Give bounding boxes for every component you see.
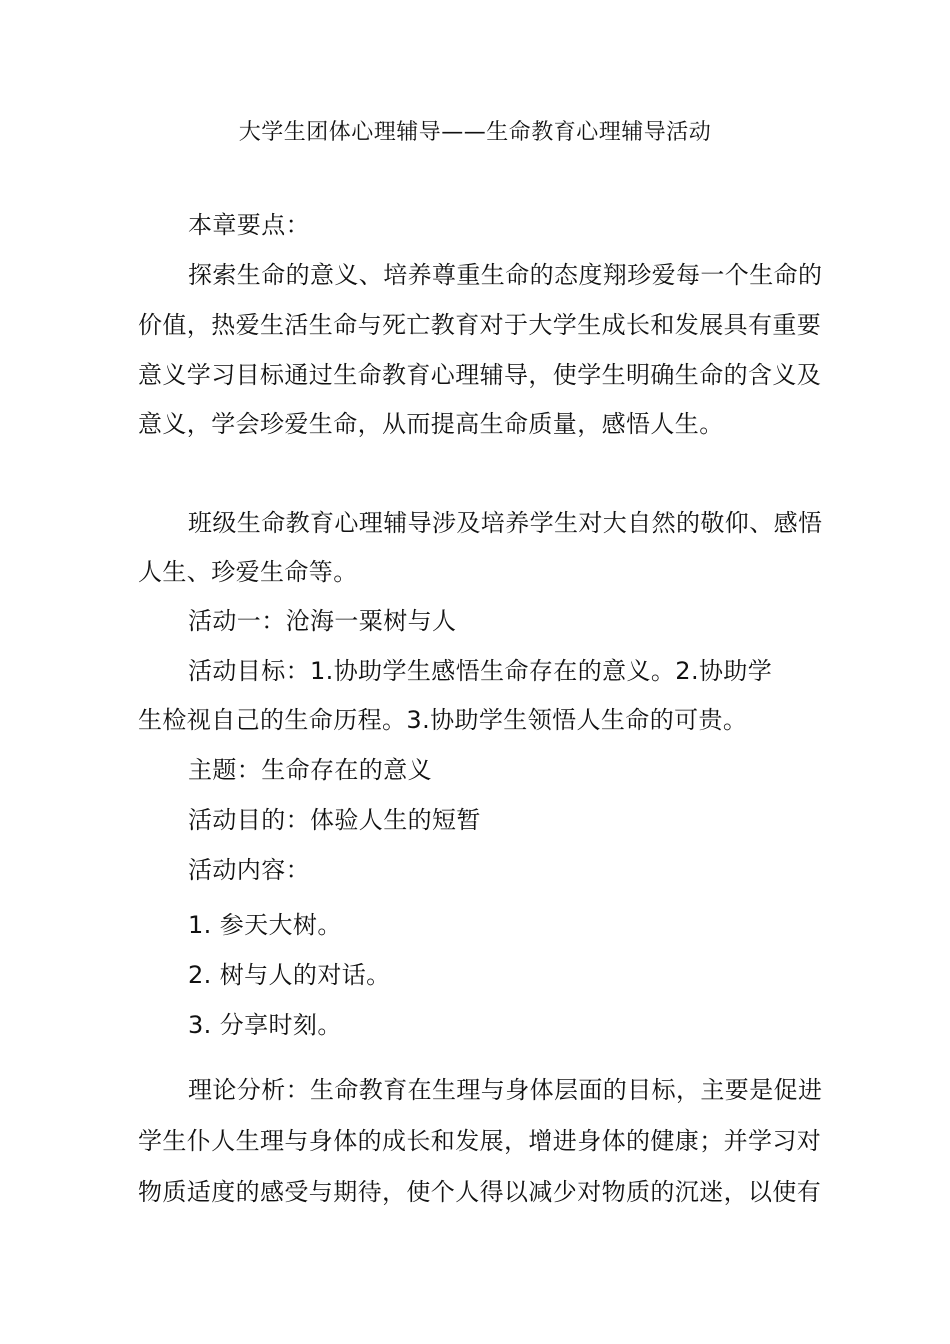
list-item: 3. 分享时刻。 [188, 1011, 342, 1039]
paragraph-line: 学生仆人生理与身体的成长和发展，增进身体的健康；并学习对 [138, 1127, 822, 1155]
paragraph-line: 人生、珍爱生命等。 [138, 558, 358, 586]
paragraph-line: 意义学习目标通过生命教育心理辅导，使学生明确生命的含义及 [138, 361, 822, 389]
content-heading: 活动内容： [188, 856, 310, 884]
theme-line: 主题：生命存在的意义 [188, 756, 432, 784]
paragraph-line: 理论分析：生命教育在生理与身体层面的目标，主要是促进 [188, 1076, 823, 1104]
purpose-line: 活动目的：体验人生的短暂 [188, 806, 481, 834]
activity-goal-line: 活动目标：1.协助学生感悟生命存在的意义。2.协助学 [188, 657, 773, 685]
paragraph-line: 意义，学会珍爱生命，从而提高生命质量，感悟人生。 [138, 410, 724, 438]
paragraph-line: 探索生命的意义、培养尊重生命的态度翔珍爱每一个生命的 [188, 261, 823, 289]
chapter-points-heading: 本章要点： [188, 211, 310, 239]
paragraph-line: 物质适度的感受与期待，使个人得以减少对物质的沉迷，以使有 [138, 1178, 822, 1206]
activity-heading: 活动一：沧海一粟树与人 [188, 607, 457, 635]
activity-goal-line: 生检视自己的生命历程。3.协助学生领悟人生命的可贵。 [138, 706, 748, 734]
paragraph-line: 价值，热爱生活生命与死亡教育对于大学生成长和发展具有重要 [138, 311, 822, 339]
paragraph-line: 班级生命教育心理辅导涉及培养学生对大自然的敬仰、感悟 [188, 509, 823, 537]
list-item: 1. 参天大树。 [188, 911, 342, 939]
document-title: 大学生团体心理辅导——生命教育心理辅导活动 [238, 120, 712, 145]
list-item: 2. 树与人的对话。 [188, 961, 391, 989]
